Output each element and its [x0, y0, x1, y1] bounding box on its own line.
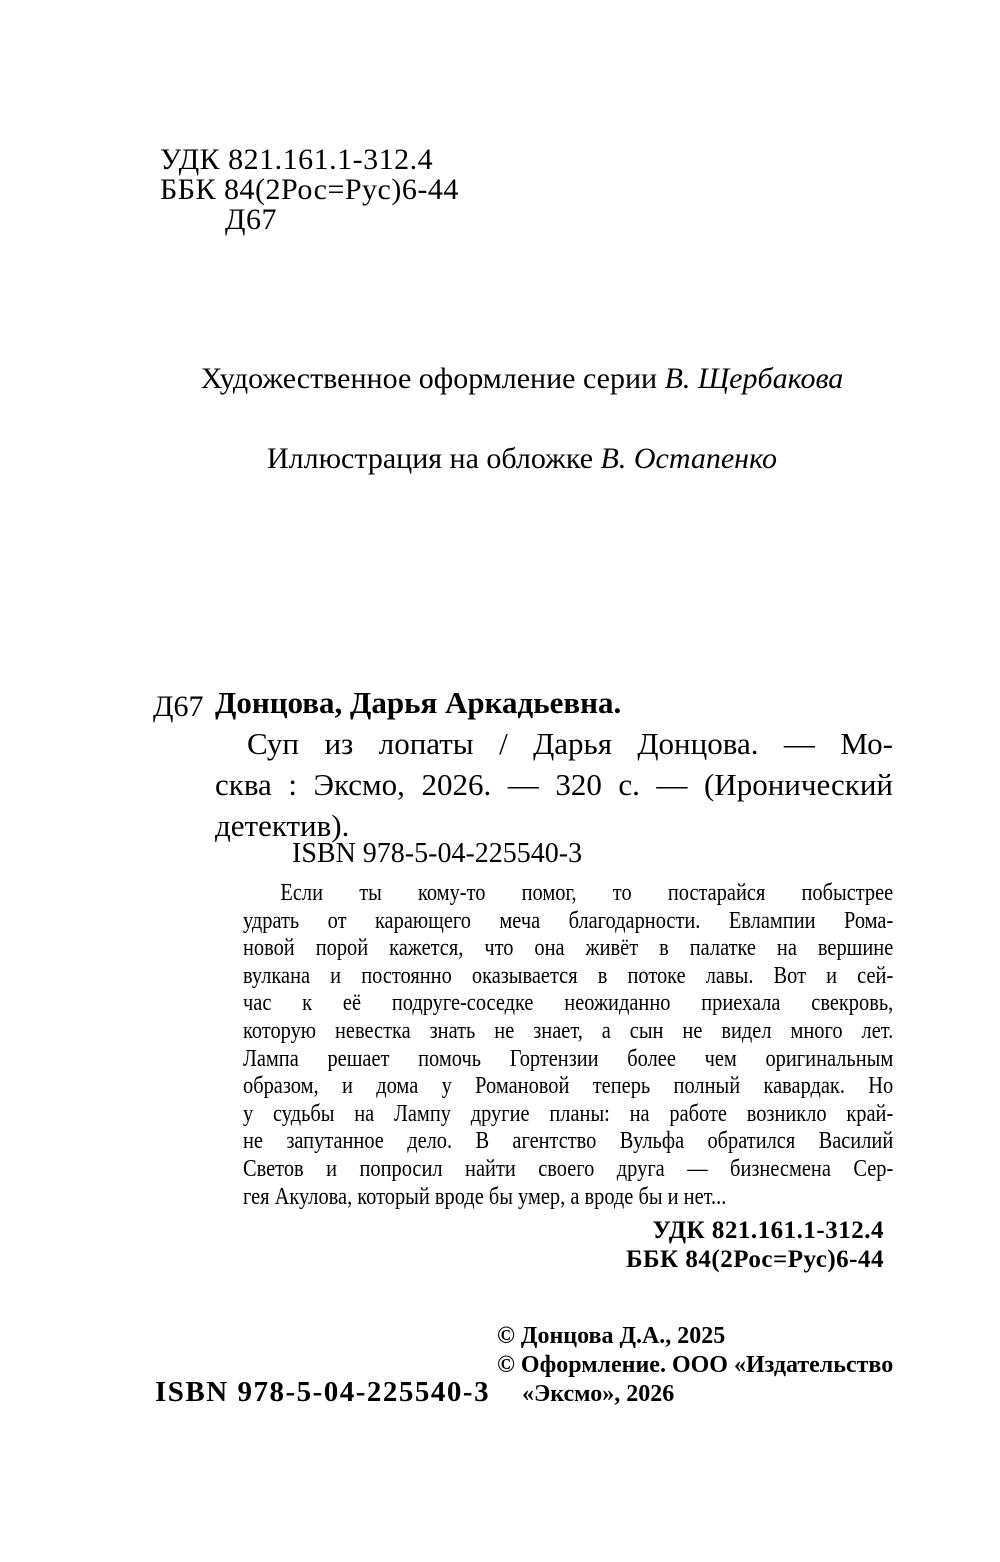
catalog-entry-line: Суп из лопаты / Дарья Донцова. — Мо- [247, 726, 893, 761]
cover-credit-label: Иллюстрация на обложке [267, 442, 594, 475]
design-credit-label: Художественное оформление серии [200, 362, 658, 395]
catalog-entry-body [215, 682, 893, 846]
annotation-line: Если ты кому-то помог, то постарайся побыстрее [280, 880, 894, 906]
cover-illustrator-name: В. Остапенко [600, 442, 777, 475]
copyright-publisher-line: © Оформление. ООО «Издательство [497, 1352, 894, 1378]
author-sign-code-top: Д67 [225, 203, 277, 236]
cover-illustration-credit [96, 442, 948, 476]
annotation-line: удрать от карающего меча благодарности. Евлампии Рома- [243, 907, 894, 934]
isbn-catalog: ISBN 978-5-04-225540-3 [292, 838, 583, 869]
series-design-credit [96, 362, 948, 396]
series-designer-name: В. Щербакова [664, 362, 844, 395]
udk-code-line: УДК 821.161.1-312.4 [160, 143, 434, 176]
isbn-main: ISBN 978-5-04-225540-3 [155, 1376, 491, 1408]
annotation-line: образом, и дома у Романовой теперь полный кавардак. Но [243, 1073, 894, 1100]
udk-code-line-bottom: УДК 821.161.1-312.4 [652, 1217, 884, 1244]
annotation-line: Светов и попросил найти своего друга — бизнесмена Сер- [243, 1155, 894, 1182]
annotation-line: у судьбы на Лампу другие планы: на работе возникло край- [243, 1100, 894, 1127]
annotation-line: не запутанное дело. В агентство Вульфа обратился Василий [243, 1128, 894, 1155]
catalog-card-entry [153, 682, 900, 846]
annotation-line: гея Акулова, который вроде бы умер, а вроде бы и нет... [243, 1183, 727, 1210]
copyright-author-line: © Донцова Д.А., 2025 [497, 1323, 726, 1349]
book-annotation [243, 880, 893, 1211]
catalog-codes-bottom [160, 1216, 884, 1274]
catalog-author-heading: Донцова, Дарья Аркадьевна. [215, 685, 622, 720]
annotation-line: Лампа решает помочь Гортензии более чем оригинальным [243, 1045, 894, 1072]
bbk-code-line-bottom: ББК 84(2Рос=Рус)6-44 [626, 1246, 884, 1273]
catalog-entry-line: детектив). [215, 808, 350, 843]
author-sign-code: Д67 [153, 690, 204, 723]
copyright-publisher-line-2: «Эксмо», 2026 [522, 1381, 675, 1407]
catalog-codes-top [160, 145, 459, 235]
annotation-line: вулкана и постоянно оказывается в потоке лавы. Вот и сей- [243, 962, 894, 989]
copyright-block [497, 1322, 937, 1409]
annotation-line: час к её подруге-соседке неожиданно приехала свекровь, [243, 990, 894, 1017]
catalog-entry-line: сква : Эксмо, 2026. — 320 с. — (Иронический [215, 767, 893, 802]
bbk-code-line: ББК 84(2Рос=Рус)6-44 [160, 173, 459, 206]
annotation-line: новой порой кажется, что она живёт в палатке на вершине [243, 935, 894, 962]
annotation-line: которую невестка знать не знает, а сын не видел много лет. [243, 1017, 894, 1044]
